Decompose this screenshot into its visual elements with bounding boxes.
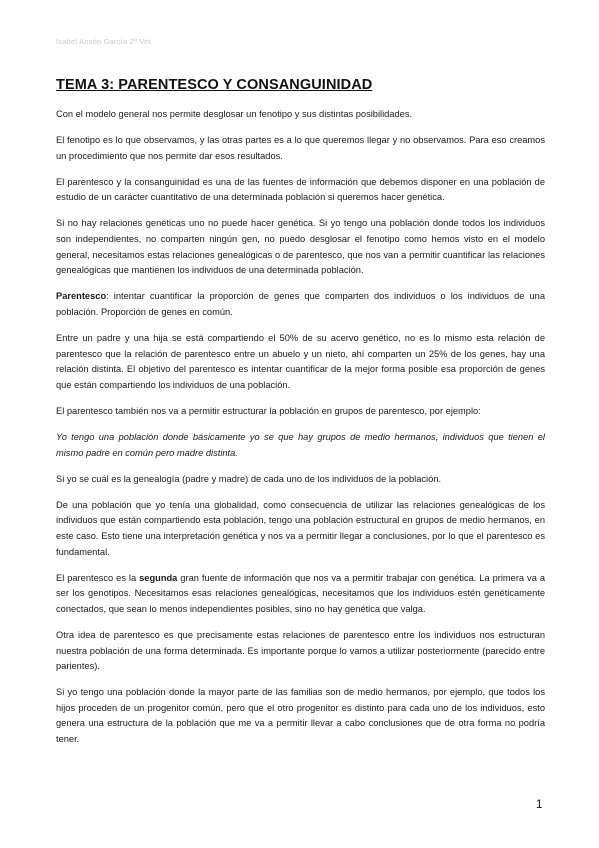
term-parentesco: Parentesco xyxy=(56,291,107,302)
segunda-pre-text: El parentesco es la xyxy=(56,572,140,583)
paragraph-fuentes-informacion: El parentesco y la consanguinidad es una de las fuentes de información que debemos disponer en una población de estudio de un carácter cuantitativo de una determinada población si queremos hacer genética. xyxy=(56,176,545,203)
paragraph-globalidad: De una población que yo tenía una globalidad, como consecuencia de utilizar las relaciones genealógicas de los individuos que están compartiendo esta población, tengo una población estructural en grupos de medio hermanos, en este caso. Esto tiene una interpretación genética y nos va a permitir llegar a conclusiones, por lo que el parentesco es fundamental. xyxy=(56,499,545,557)
paragraph-segunda-fuente xyxy=(56,571,545,618)
paragraph-fenotipo: El fenotipo es lo que observamos, y las otras partes es a lo que queremos llegar y no observamos. Para eso creamos un procedimiento que nos permite dar esos resultados. xyxy=(56,135,545,161)
paragraph-intro: Con el modelo general nos permite desglosar un fenotipo y sus distintas posibilidades. xyxy=(56,109,413,119)
paragraph-padre-hija: Entre un padre y una hija se está compartiendo el 50% de su acervo genético, no es lo mismo esta relación de parentesco que la relación de parentesco entre un abuelo y un nieto, ahí comparten un 25% de los genes, hay una relación distinta. El objetivo del parentesco es intentar cuantificar de la mejor forma posible esa proporción de genes que están compartiendo los individuos de una población. xyxy=(56,333,545,390)
document-body xyxy=(56,107,545,758)
paragraph-otra-idea: Otra idea de parentesco es que precisamente estas relaciones de parentesco entre los individuos nos estructuran nuestra población de una forma determinada. Es importante porque lo vamos a utilizar posteriormente (parecido entre parientes). xyxy=(56,629,545,672)
definition-text: : intentar cuantificar la proporción de genes que comparten dos individuos o los individuos de una población. Proporción de genes en común. xyxy=(56,291,545,317)
header-author-note: Isabel Ansón García 2º Vet xyxy=(56,37,151,46)
paragraph-parentesco-definition xyxy=(56,289,545,320)
paragraph-relaciones-geneticas: Si no hay relaciones genéticas uno no puede hacer genética. Si yo tengo una población donde todos los individuos son independientes, no comparten ningún gen, no puedo desglosar el fenotipo como hemos visto en el modelo general, necesitamos estas relaciones genealógicas o de parentesco, que nos van a permitir cuantificar las relaciones genealógicas que mantienen los individuos de una determinada población. xyxy=(56,218,545,276)
paragraph-medio-hermanos: Si yo tengo una población donde la mayor parte de las familias son de medio hermanos, por ejemplo, que todos los hijos proceden de un progenitor común, pero que el otro progenitor es distinto para cada uno de los individuos, esto genera una estructura de la población que me va a permitir llevar a cabo conclusiones que de otra forma no podría tener. xyxy=(56,687,545,744)
paragraph-example-italic: Yo tengo una población donde básicamente yo se que hay grupos de medio hermanos, individuos que tienen el mismo padre en común pero madre distinta. xyxy=(56,432,545,458)
page-number: 1 xyxy=(536,799,543,811)
paragraph-genealogia: Si yo se cuál es la genealogía (padre y madre) de cada uno de los individuos de la población. xyxy=(56,473,442,484)
term-segunda: segunda xyxy=(139,572,178,583)
page-title: TEMA 3: PARENTESCO Y CONSANGUINIDAD xyxy=(56,77,373,93)
paragraph-estructurar: El parentesco también nos va a permitir estructurar la población en grupos de parentesco, por ejemplo: xyxy=(56,405,481,416)
segunda-post-text: gran fuente de información que nos va a permitir trabajar con genética. La primera va a ser los genotipos. Necesitamos esas relaciones genealógicas, necesitamos que los individuos estén genéticamente conectados, que sean lo menos independientes posibles, sino no hay genética que valga. xyxy=(56,572,545,614)
